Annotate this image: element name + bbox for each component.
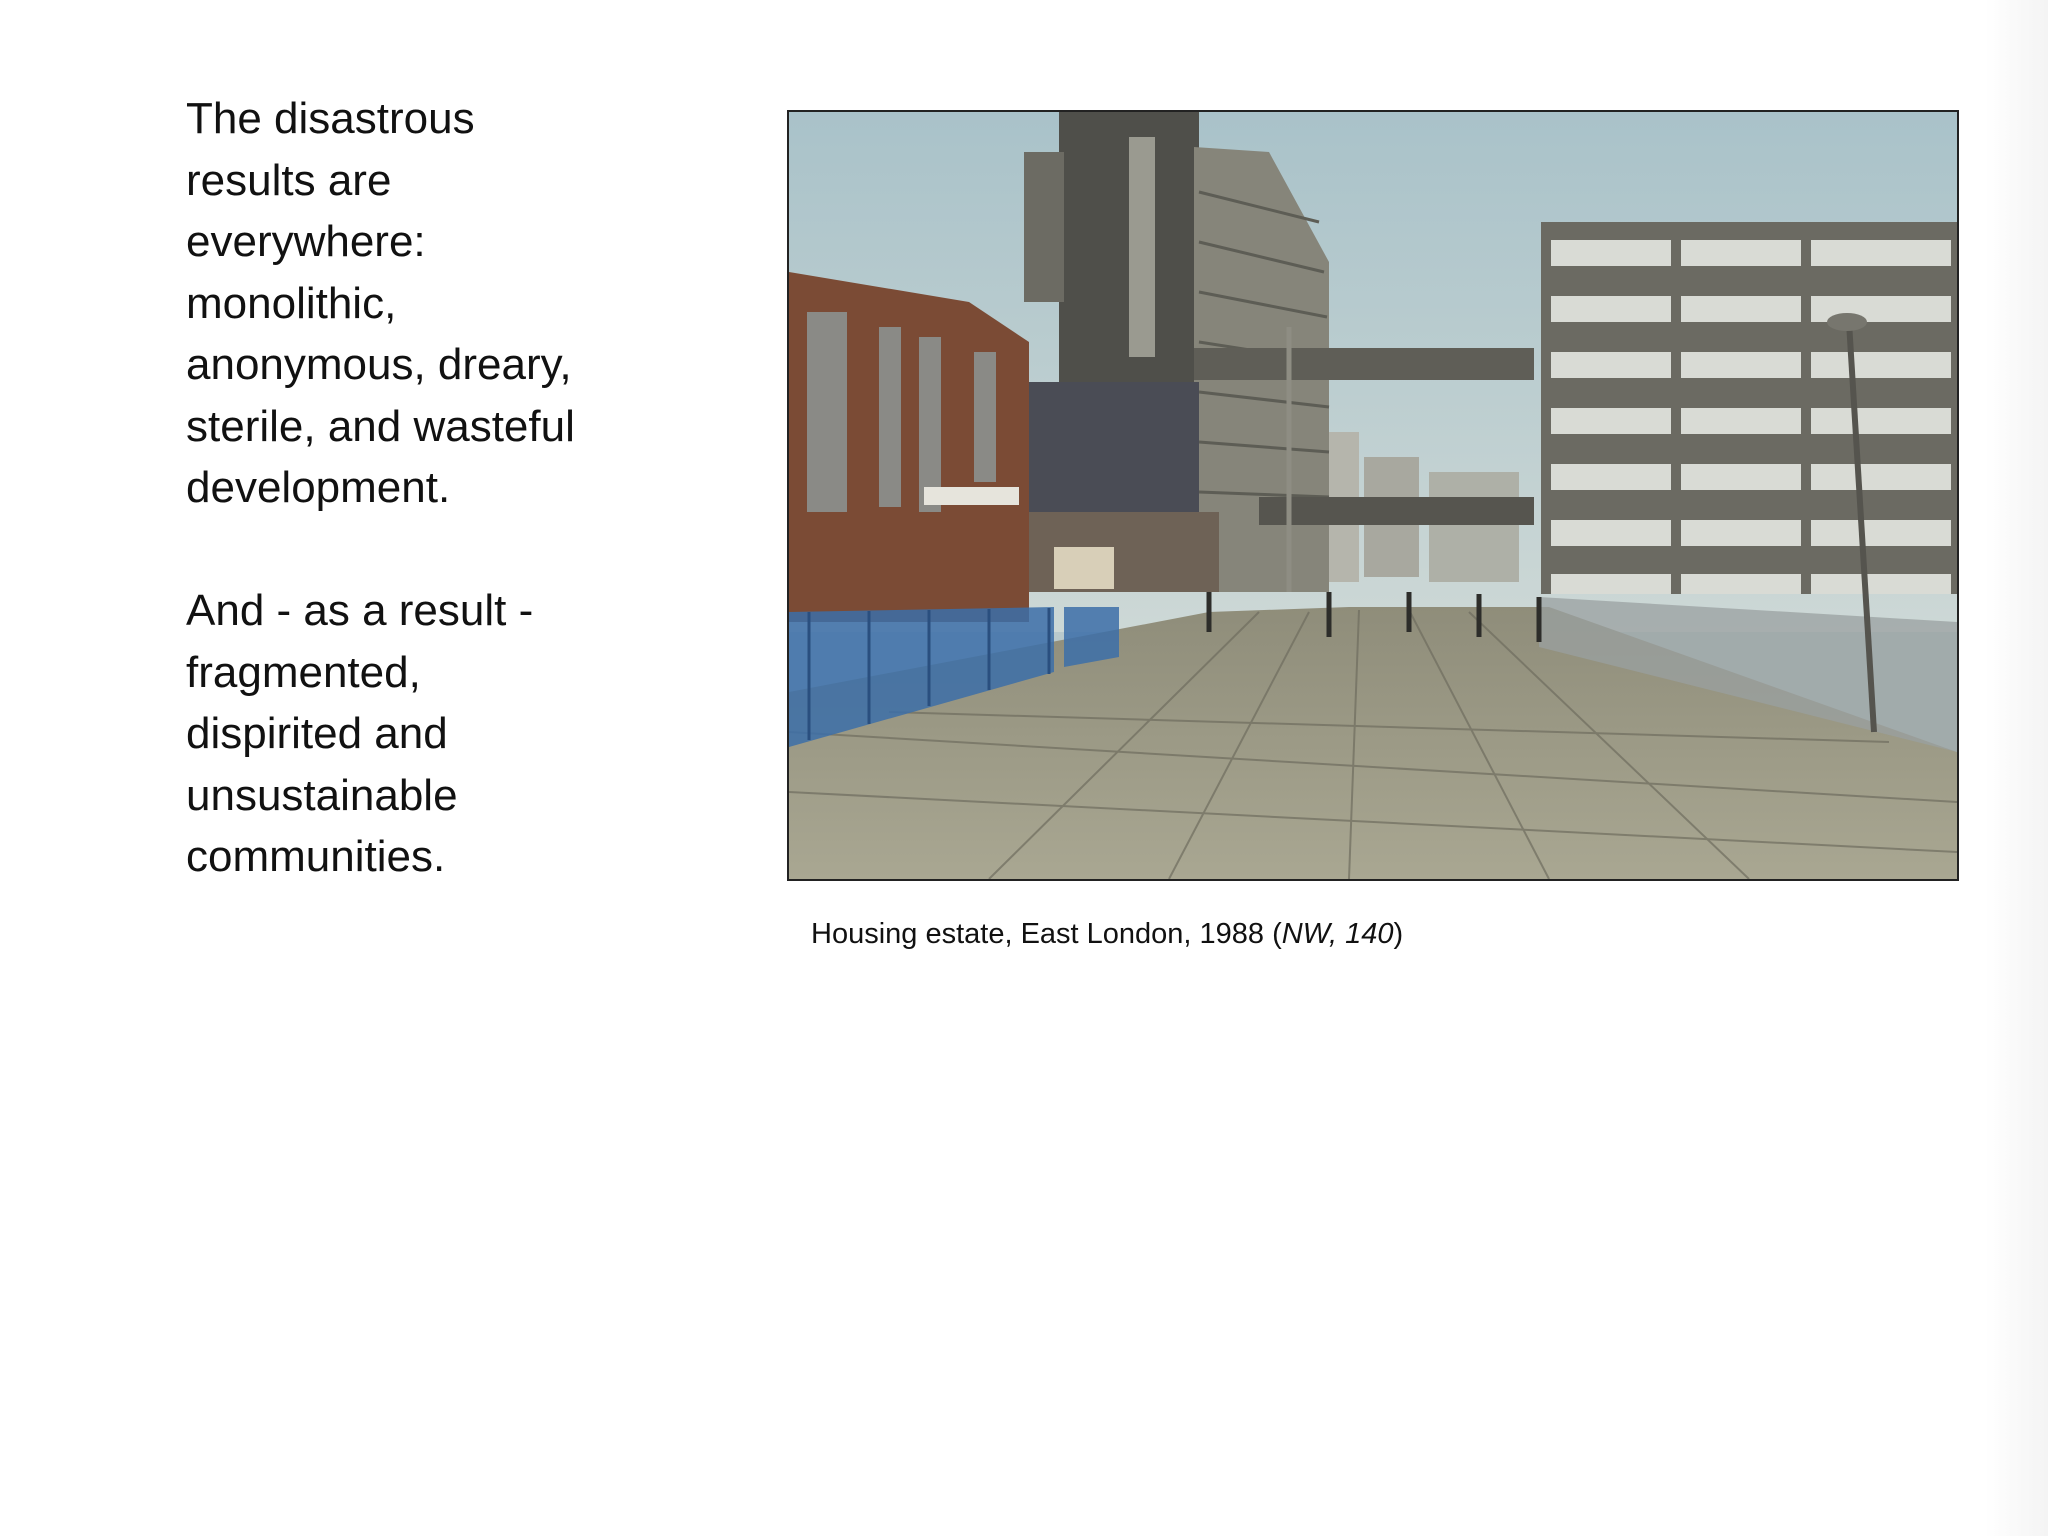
- photo-caption: [811, 914, 1403, 954]
- low-dark-block: [1019, 382, 1199, 512]
- caption-text: Housing estate, East London, 1988 (: [811, 918, 1282, 950]
- tower-window-strip: [1129, 137, 1155, 357]
- housing-estate-photo: [787, 110, 1959, 881]
- building-canopy: [924, 487, 1019, 505]
- caption-close: ): [1393, 918, 1404, 950]
- lamp-head: [1827, 313, 1867, 331]
- caption-reference: NW, 140: [1281, 918, 1394, 950]
- tower-balcony: [1024, 152, 1064, 302]
- slide-body-text: [186, 88, 646, 888]
- low-brick-wall: [1019, 512, 1219, 592]
- blue-railing-gate: [1064, 607, 1119, 667]
- overhead-walkway-lower: [1259, 497, 1534, 525]
- paragraph-disastrous-results: The disastrous results are everywhere: monolithic, anonymous, dreary, sterile, and wasteful development.: [186, 94, 575, 512]
- paragraph-fragmented-communities: And - as a result - fragmented, dispirited and unsustainable communities.: [186, 586, 534, 881]
- distant-block: [1429, 472, 1519, 582]
- notice-board: [1054, 547, 1114, 589]
- slide-edge-shade: [1985, 0, 2048, 1536]
- overhead-walkway-upper: [1194, 348, 1534, 380]
